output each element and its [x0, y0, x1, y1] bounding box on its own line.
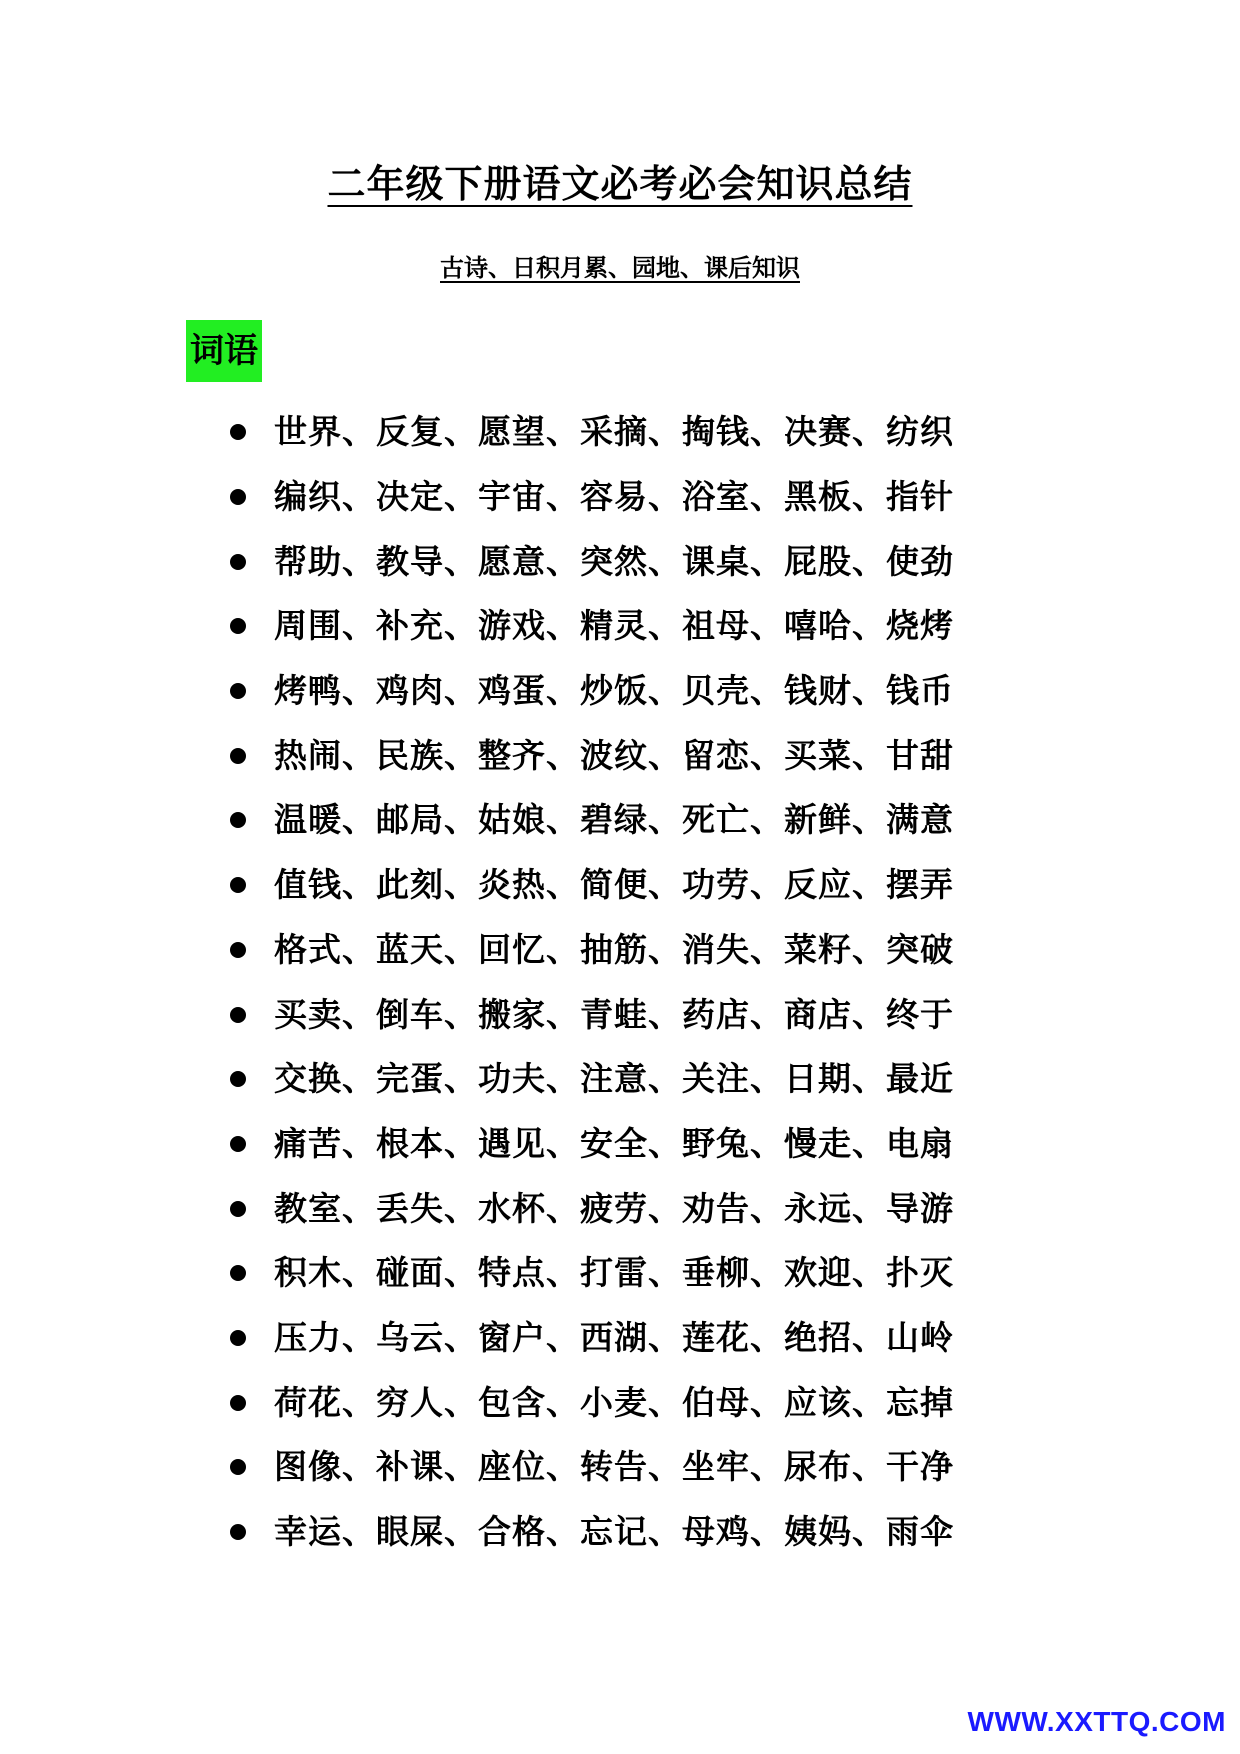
bullet-icon — [230, 1395, 246, 1411]
word-row-text: 荷花、穷人、包含、小麦、伯母、应该、忘掉 — [274, 1382, 954, 1422]
list-item — [230, 1500, 954, 1565]
list-item — [230, 465, 954, 530]
word-row-text: 压力、乌云、窗户、西湖、莲花、绝招、山岭 — [274, 1317, 954, 1357]
list-item — [230, 1176, 954, 1241]
word-row-text: 热闹、民族、整齐、波纹、留恋、买菜、甘甜 — [274, 735, 954, 775]
page-title-text: 二年级下册语文必考必会知识总结 — [327, 162, 913, 206]
bullet-icon — [230, 489, 246, 505]
list-item — [230, 853, 954, 918]
bullet-icon — [230, 942, 246, 958]
word-row-text: 帮助、教导、愿意、突然、课桌、屁股、使劲 — [274, 541, 954, 581]
word-row-text: 值钱、此刻、炎热、简便、功劳、反应、摆弄 — [274, 865, 954, 905]
word-row-text: 买卖、倒车、搬家、青蛙、药店、商店、终于 — [274, 994, 954, 1034]
list-item — [230, 1112, 954, 1177]
list-item — [230, 594, 954, 659]
bullet-icon — [230, 1265, 246, 1281]
bullet-icon — [230, 554, 246, 570]
list-item — [230, 982, 954, 1047]
bullet-icon — [230, 424, 246, 440]
word-row-text: 积木、碰面、特点、打雷、垂柳、欢迎、扑灭 — [274, 1253, 954, 1293]
section-label-words: 词语 — [186, 320, 262, 382]
bullet-icon — [230, 618, 246, 634]
list-item — [230, 1370, 954, 1435]
bullet-icon — [230, 1330, 246, 1346]
page-title — [0, 160, 1240, 208]
page-subtitle — [0, 252, 1240, 284]
watermark[interactable]: WWW.XXTTQ.COM — [967, 1706, 1226, 1737]
word-row-text: 幸运、眼屎、合格、忘记、母鸡、姨妈、雨伞 — [274, 1512, 954, 1552]
list-item — [230, 1047, 954, 1112]
bullet-icon — [230, 1524, 246, 1540]
word-list — [230, 400, 954, 1564]
list-item — [230, 529, 954, 594]
bullet-icon — [230, 748, 246, 764]
word-row-text: 世界、反复、愿望、采摘、掏钱、决赛、纺织 — [274, 412, 954, 452]
word-row-text: 温暖、邮局、姑娘、碧绿、死亡、新鲜、满意 — [274, 800, 954, 840]
bullet-icon — [230, 877, 246, 893]
bullet-icon — [230, 1136, 246, 1152]
word-row-text: 教室、丢失、水杯、疲劳、劝告、永远、导游 — [274, 1188, 954, 1228]
list-item — [230, 1435, 954, 1500]
list-item — [230, 659, 954, 724]
bullet-icon — [230, 1459, 246, 1475]
list-item — [230, 788, 954, 853]
bullet-icon — [230, 1071, 246, 1087]
page-subtitle-text: 古诗、日积月累、园地、课后知识 — [440, 254, 800, 282]
bullet-icon — [230, 1201, 246, 1217]
list-item — [230, 400, 954, 465]
word-row-text: 编织、决定、宇宙、容易、浴室、黑板、指针 — [274, 477, 954, 517]
word-row-text: 交换、完蛋、功夫、注意、关注、日期、最近 — [274, 1059, 954, 1099]
word-row-text: 痛苦、根本、遇见、安全、野兔、慢走、电扇 — [274, 1123, 954, 1163]
word-row-text: 烤鸭、鸡肉、鸡蛋、炒饭、贝壳、钱财、钱币 — [274, 671, 954, 711]
list-item — [230, 1306, 954, 1371]
list-item — [230, 918, 954, 983]
bullet-icon — [230, 812, 246, 828]
word-row-text: 周围、补充、游戏、精灵、祖母、嘻哈、烧烤 — [274, 606, 954, 646]
list-item — [230, 1241, 954, 1306]
list-item — [230, 723, 954, 788]
word-row-text: 格式、蓝天、回忆、抽筋、消失、菜籽、突破 — [274, 929, 954, 969]
bullet-icon — [230, 1007, 246, 1023]
word-row-text: 图像、补课、座位、转告、坐牢、尿布、干净 — [274, 1447, 954, 1487]
bullet-icon — [230, 683, 246, 699]
